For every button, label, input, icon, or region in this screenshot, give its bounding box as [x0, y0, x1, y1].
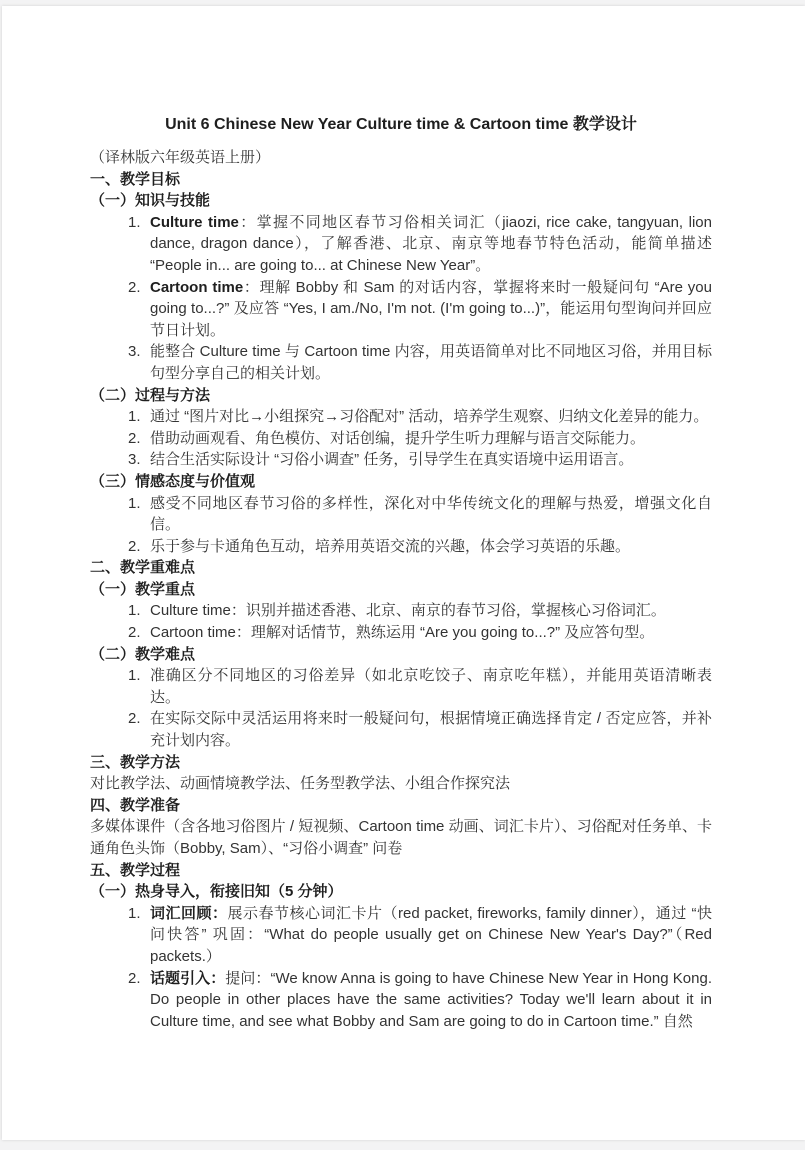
- list-item-lead: 话题引入：: [150, 969, 226, 987]
- list-item-number: 1.: [128, 602, 141, 620]
- list-item-text: 提问：“We know Anna is going to have Chinese New Year in Hong Kong. Do people in other places have the same activities? Today we'll learn about it in Culture time, and see what Bobby and Sam are going to do in Cartoon time.” 自然: [150, 969, 712, 1030]
- list-item-text: Cartoon time：理解对话情节，熟练运用 “Are you going to...?” 及应答句型。: [150, 624, 655, 642]
- list-item: [90, 493, 712, 536]
- list-item: [90, 665, 712, 708]
- list-item: [90, 708, 712, 751]
- list-item-text: 展示春节核心词汇卡片（red packet, fireworks, family dinner），通过 “快问快答” 巩固：“What do people usually get on Chinese New Year's Day?”（Red packets.）: [150, 904, 712, 965]
- heading-teaching-difficulty: （二）教学难点: [90, 645, 196, 663]
- list-item: [90, 277, 712, 342]
- heading-key-difficult-points: 二、教学重难点: [90, 559, 196, 577]
- list-item-number: 3.: [128, 451, 141, 469]
- list-item-text: 在实际交际中灵活运用将来时一般疑问句，根据情境正确选择肯定 / 否定应答，并补充计划内容。: [150, 710, 712, 750]
- paragraph-teaching-methods: 对比教学法、动画情境教学法、任务型教学法、小组合作探究法: [90, 775, 511, 793]
- list-item: [90, 600, 712, 622]
- list-item-number: 2.: [128, 969, 141, 987]
- heading-teaching-preparation: 四、教学准备: [90, 796, 181, 814]
- list-item: [90, 536, 712, 558]
- list-item-number: 2.: [128, 429, 141, 447]
- list-item-number: 1.: [128, 408, 141, 426]
- list-item-number: 1.: [128, 494, 141, 512]
- list-item-text: 借助动画观看、角色模仿、对话创编，提升学生听力理解与语言交际能力。: [150, 429, 646, 447]
- doc-title: Unit 6 Chinese New Year Culture time & Cartoon time 教学设计: [165, 116, 637, 133]
- list-item: [90, 968, 712, 1033]
- list-item-text: 乐于参与卡通角色互动，培养用英语交流的兴趣，体会学习英语的乐趣。: [150, 537, 631, 555]
- list-item-text: 结合生活实际设计 “习俗小调查” 任务，引导学生在真实语境中运用语言。: [150, 451, 634, 469]
- list-item: [90, 622, 712, 644]
- list-item: [90, 428, 712, 450]
- heading-emotion-values: （三）情感态度与价值观: [90, 472, 256, 490]
- list-item-lead: Cartoon time: [150, 278, 244, 296]
- list-item-lead: Culture time: [150, 213, 239, 231]
- paragraph-teaching-preparation: 多媒体课件（含各地习俗图片 / 短视频、Cartoon time 动画、词汇卡片）、习俗配对任务单、卡通角色头饰（Bobby, Sam）、“习俗小调查” 问卷: [90, 818, 712, 857]
- heading-warmup: （一）热身导入，衔接旧知（5 分钟）: [90, 883, 343, 901]
- heading-process-methods: （二）过程与方法: [90, 386, 211, 404]
- list-item-number: 2.: [128, 537, 141, 555]
- list-item-number: 1.: [128, 904, 141, 922]
- list-item-text: 感受不同地区春节习俗的多样性，深化对中华传统文化的理解与热爱，增强文化自信。: [150, 494, 712, 534]
- list-item: [90, 449, 712, 471]
- doc-subtitle: （译林版六年级英语上册）: [90, 149, 271, 166]
- list-item-number: 2.: [128, 710, 141, 728]
- list-item-number: 2.: [128, 624, 141, 642]
- list-item-lead: 词汇回顾：: [150, 904, 228, 922]
- list-item-text: 准确区分不同地区的习俗差异（如北京吃饺子、南京吃年糕），并能用英语清晰表达。: [150, 667, 712, 706]
- list-item-text: Culture time：识别并描述香港、北京、南京的春节习俗，掌握核心习俗词汇。: [150, 602, 666, 620]
- list-item-text: ：理解 Bobby 和 Sam 的对话内容，掌握将来时一般疑问句 “Are you going to...?” 及应答 “Yes, I am./No, I'm not. (I'm going to...)”，能运用句型询问并回应节日计划。: [150, 278, 712, 339]
- heading-teaching-procedure: 五、教学过程: [90, 861, 181, 879]
- document-content: [2, 6, 805, 1032]
- heading-teaching-methods: 三、教学方法: [90, 753, 181, 771]
- list-item-number: 1.: [128, 667, 141, 685]
- heading-teaching-goals: 一、教学目标: [90, 170, 181, 188]
- list-item: [90, 341, 712, 384]
- heading-knowledge-skills: （一）知识与技能: [90, 192, 211, 210]
- document-page: [2, 6, 805, 1140]
- list-item-number: 1.: [128, 213, 141, 231]
- list-item-number: 2.: [128, 278, 141, 296]
- heading-teaching-focus: （一）教学重点: [90, 580, 196, 598]
- list-item-text: ：掌握不同地区春节习俗相关词汇（jiaozi, rice cake, tangyuan, lion dance, dragon dance），了解香港、北京、南京等地春节特色活动，能简单描述 “People in... are going to... at Chinese New Year”。: [150, 213, 712, 274]
- list-item: [90, 406, 712, 428]
- list-item-text: 能整合 Culture time 与 Cartoon time 内容，用英语简单对比不同地区习俗，并用目标句型分享自己的相关计划。: [150, 343, 712, 382]
- list-item-text: 通过 “图片对比→小组探究→习俗配对” 活动，培养学生观察、归纳文化差异的能力。: [150, 408, 709, 426]
- list-item: [90, 212, 712, 277]
- list-item-number: 3.: [128, 343, 141, 361]
- list-item: [90, 903, 712, 968]
